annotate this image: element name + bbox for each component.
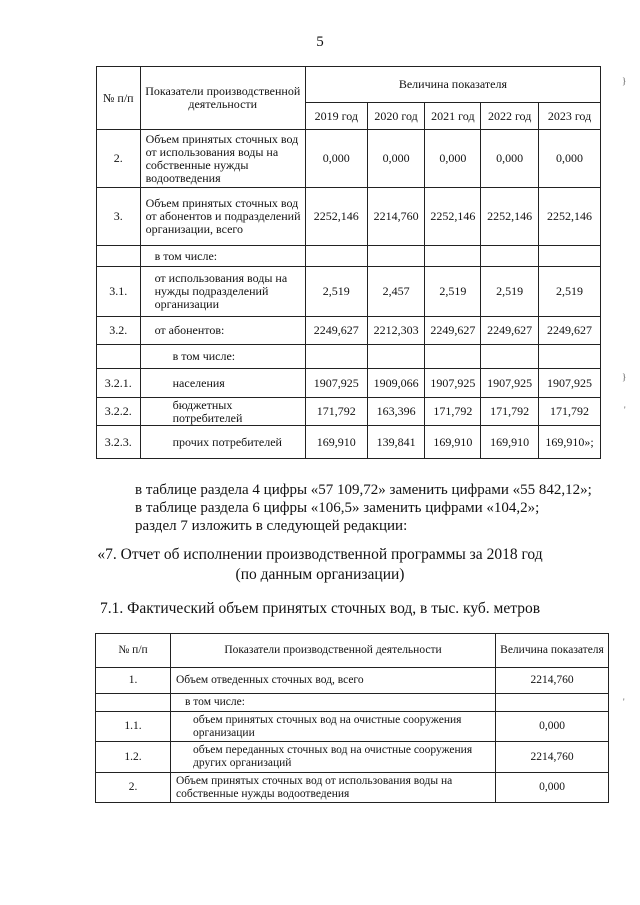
scan-mark: ' <box>623 697 625 707</box>
header-year: 2020 год <box>367 103 425 130</box>
section-heading: «7. Отчет об исполнении производственной программы за 2018 год <box>97 546 543 563</box>
production-indicators-table <box>96 66 601 459</box>
actual-wastewater-table <box>95 633 609 803</box>
row-value: 2252,146 <box>481 188 539 246</box>
row-value: 2,519 <box>425 267 481 317</box>
row-value: 0,000 <box>496 773 609 803</box>
row-num: 1.2. <box>96 742 171 773</box>
scan-mark: } <box>622 76 627 86</box>
header-indicator: Показатели производственной деятельности <box>171 634 496 668</box>
row-value <box>481 246 539 267</box>
row-value: 0,000 <box>425 130 481 188</box>
row-value: 2249,627 <box>539 317 601 345</box>
header-num: № п/п <box>97 67 141 130</box>
row-num: 3.2.2. <box>97 398 141 426</box>
header-num: № п/п <box>96 634 171 668</box>
row-value: 1907,925 <box>305 369 367 398</box>
table-row <box>97 345 601 369</box>
row-value: 0,000 <box>496 712 609 742</box>
table-row <box>96 742 609 773</box>
row-num: 3.2.1. <box>97 369 141 398</box>
row-value: 0,000 <box>481 130 539 188</box>
scan-mark: } <box>622 372 627 382</box>
row-value: 1907,925 <box>539 369 601 398</box>
row-num: 3.2.3. <box>97 426 141 459</box>
row-value: 2,519 <box>305 267 367 317</box>
header-year: 2022 год <box>481 103 539 130</box>
row-label: в том числе: <box>171 694 496 712</box>
row-value: 1907,925 <box>481 369 539 398</box>
row-value: 0,000 <box>539 130 601 188</box>
row-label: Объем принятых сточных вод от абонентов и подразделений организации, всего <box>140 188 305 246</box>
row-value: 171,792 <box>305 398 367 426</box>
row-label: прочих потребителей <box>140 426 305 459</box>
row-value: 169,910 <box>305 426 367 459</box>
row-value: 169,910 <box>425 426 481 459</box>
row-num: 1. <box>96 668 171 694</box>
row-label: объем переданных сточных вод на очистные сооружения других организаций <box>171 742 496 773</box>
row-num <box>96 694 171 712</box>
row-value: 1907,925 <box>425 369 481 398</box>
row-value: 171,792 <box>481 398 539 426</box>
row-value <box>496 694 609 712</box>
row-value: 0,000 <box>367 130 425 188</box>
row-value: 169,910 <box>481 426 539 459</box>
row-value <box>425 345 481 369</box>
table-row <box>97 188 601 246</box>
row-num: 3.1. <box>97 267 141 317</box>
table-row <box>97 317 601 345</box>
row-num: 2. <box>96 773 171 803</box>
row-value: 0,000 <box>305 130 367 188</box>
row-value: 2249,627 <box>305 317 367 345</box>
row-value: 2214,760 <box>496 742 609 773</box>
header-year: 2023 год <box>539 103 601 130</box>
table-row <box>97 267 601 317</box>
row-label: Объем принятых сточных вод от использования воды на собственные нужды водоотведения <box>140 130 305 188</box>
row-value: 2249,627 <box>425 317 481 345</box>
row-value: 2,519 <box>481 267 539 317</box>
row-value: 2252,146 <box>305 188 367 246</box>
row-value: 2249,627 <box>481 317 539 345</box>
row-value <box>367 246 425 267</box>
table-row <box>97 426 601 459</box>
header-value-group: Величина показателя <box>305 67 600 103</box>
row-value: 163,396 <box>367 398 425 426</box>
row-num: 3.2. <box>97 317 141 345</box>
header-year: 2019 год <box>305 103 367 130</box>
row-value: 1909,066 <box>367 369 425 398</box>
row-value <box>539 345 601 369</box>
table-row <box>97 246 601 267</box>
table-row <box>97 130 601 188</box>
row-value: 2212,303 <box>367 317 425 345</box>
row-value: 2252,146 <box>425 188 481 246</box>
row-label: объем принятых сточных вод на очистные сооружения организации <box>171 712 496 742</box>
row-label: населения <box>140 369 305 398</box>
row-label: от абонентов: <box>140 317 305 345</box>
row-value: 171,792 <box>425 398 481 426</box>
paragraph: раздел 7 изложить в следующей редакции: <box>135 518 408 534</box>
row-label: в том числе: <box>140 246 305 267</box>
row-value <box>367 345 425 369</box>
row-value <box>305 345 367 369</box>
row-value <box>481 345 539 369</box>
table-row <box>96 694 609 712</box>
row-num: 1.1. <box>96 712 171 742</box>
row-value: 2252,146 <box>539 188 601 246</box>
row-label: в том числе: <box>140 345 305 369</box>
paragraph: в таблице раздела 6 цифры «106,5» заменить цифрами «104,2»; <box>135 500 540 516</box>
paragraph: в таблице раздела 4 цифры «57 109,72» заменить цифрами «55 842,12»; <box>135 482 592 498</box>
table-row <box>97 398 601 426</box>
row-value: 2214,760 <box>367 188 425 246</box>
header-value: Величина показателя <box>496 634 609 668</box>
row-label: Объем отведенных сточных вод, всего <box>171 668 496 694</box>
row-value: 2214,760 <box>496 668 609 694</box>
table-row <box>97 369 601 398</box>
row-value: 2,457 <box>367 267 425 317</box>
row-value: 2,519 <box>539 267 601 317</box>
scan-mark: ' <box>624 405 626 415</box>
row-label: бюджетных потребителей <box>140 398 305 426</box>
row-label: от использования воды на нужды подразделений организации <box>140 267 305 317</box>
subsection-heading: 7.1. Фактический объем принятых сточных вод, в тыс. куб. метров <box>99 600 541 617</box>
row-num <box>97 246 141 267</box>
header-year: 2021 год <box>425 103 481 130</box>
row-num <box>97 345 141 369</box>
row-value <box>539 246 601 267</box>
section-heading-subtitle: (по данным организации) <box>235 566 405 583</box>
header-indicator: Показатели производственной деятельности <box>140 67 305 130</box>
table-row <box>96 712 609 742</box>
row-label: Объем принятых сточных вод от использования воды на собственные нужды водоотведения <box>171 773 496 803</box>
row-num: 2. <box>97 130 141 188</box>
table-row <box>96 668 609 694</box>
row-num: 3. <box>97 188 141 246</box>
row-value: 169,910»; <box>539 426 601 459</box>
row-value: 139,841 <box>367 426 425 459</box>
row-value <box>425 246 481 267</box>
row-value: 171,792 <box>539 398 601 426</box>
table-row <box>96 773 609 803</box>
row-value <box>305 246 367 267</box>
page-number: 5 <box>316 34 324 50</box>
